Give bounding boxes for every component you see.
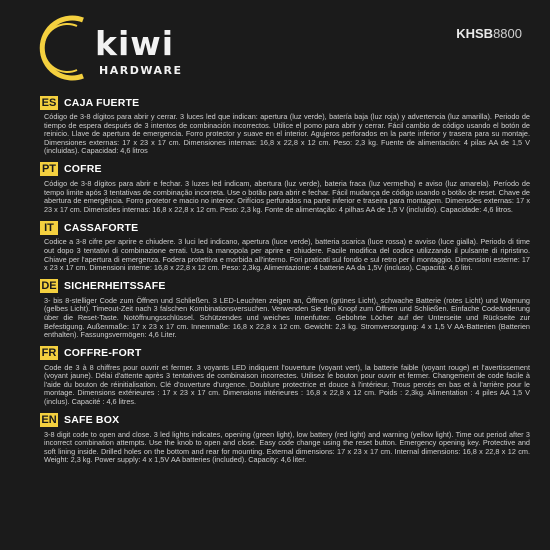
section-fr [41, 346, 530, 407]
section-title: CAJA FUERTE [64, 96, 140, 109]
language-sections [41, 95, 530, 471]
section-title: CASSAFORTE [64, 221, 139, 234]
section-header [41, 279, 530, 294]
section-title: COFRE [64, 163, 102, 176]
brand-subtitle: HARDWARE [99, 64, 183, 77]
language-badge: ES [41, 96, 57, 109]
language-badge: FR [41, 347, 57, 360]
section-body: Code de 3 à 8 chiffres pour ouvrir et fermer. 3 voyants LED indiquent l'ouverture (voyant vert), la batterie faible (voyant rouge) et l'avertissement (voyant jaune). Délai d'attente après 3 tentatives de combinaison incorrectes. Utilisez le bouton pour ouvrir et fermer. Changement de code facile à l'aide du bouton de réinitialisation. Clé d'ouverture d'urgence. Doublure protectrice et douce à l'intérieur. Trous percés en bas et à l'arrière pour le montage. Dimensions extérieures : 17 x 23 x 17 cm. Dimensions intérieures : 16,8 x 22,8 x 12 cm. Poids : 2,3kg. Alimentation : 4 piles AA 1,5 V (inclus). Capacité : 4,6 litres. [44, 362, 530, 407]
section-es [41, 95, 530, 156]
section-it [44, 220, 530, 272]
section-body: Código de 3-8 dígitos para abrir e fechar. 3 luzes led indicam, abertura (luz verde), bateria fraca (luz vermelha) e aviso (luz amarela). Período de tempo limite após 3 tentativas de combinação incorreta. Use o botão para abrir e fechar. Fácil mudança de código usando o botão de reset. Chave de abertura de emergência. Forro protetor e macio no interior. Orifícios perfurados na parte inferior e traseira para montagem. Dimensões externas: 17 x 23 x 17 cm. Dimensões internas: 16,8 x 22,8 x 12 cm. Peso: 2,3 kg. Fonte de alimentação: 4 pilhas AA de 1,5 V (incluído). Capacidade: 4,6 litros. [44, 178, 530, 214]
section-header [41, 346, 530, 361]
section-header [41, 162, 530, 177]
header [0, 0, 550, 90]
model-digits: 8800 [493, 26, 522, 41]
section-title: SICHERHEITSSAFE [64, 280, 166, 293]
section-header [44, 220, 530, 235]
section-title: COFFRE-FORT [64, 347, 142, 360]
section-header [41, 413, 530, 428]
section-body: 3-8 digit code to open and close. 3 led lights indicates, opening (green light), low battery (red light) and warning (yellow light). Time out period after 3 incorrect combination attempts. Use the knob to open and close. Easy code change using the reset button. Emergency opening key. Protective and soft lining inside. Drilled holes on the bottom and rear for mounting. External dimensions: 17 x 23 x 17 cm. Internal dimensions: 16,8 x 22,8 x 12 cm. Weight: 2,3 kg. Power supply: 4 x 1,5V AA batteries (included). Capacity: 4,6 liter. [44, 429, 530, 465]
brand-name: kiwi [95, 24, 175, 63]
section-body: Código de 3-8 dígitos para abrir y cerrar. 3 luces led que indican: apertura (luz verde), batería baja (luz roja) y advertencia (luz amarilla). Periodo de tiempo de espera después de 3 intentos de combinación incorrectos. Utilice el pomo para abrir y cerrar. Fácil cambio de código usando el botón de reinicio. Llave de apertura de emergencia. Forro protector y suave en el interior. Agujeros perforados en la parte inferior y trasera para su montaje. Dimensiones externas: 17 x 23 x 17 cm. Dimensiones internas: 16,8 x 22,8 x 12 cm. Peso: 2,3 kg. Fuente de alimentación: 4 pilas AA de 1,5 V (incluidas). Capacidad: 4,6 litros [44, 112, 530, 156]
language-badge: IT [40, 221, 58, 235]
section-title: SAFE BOX [64, 414, 120, 427]
language-badge: EN [41, 414, 57, 427]
section-body: Codice a 3-8 cifre per aprire e chiudere. 3 luci led indicano, apertura (luce verde), batteria scarica (luce rossa) e avviso (luce gialla). Periodo di time out dopo 3 tentativi di combinazione errati. Usa la manopola per aprire e chiudere. Facile modifica del codice utilizzando il pulsante di ripristino. Chiave per l'apertura di emergenza. Fodera protettiva e morbida all'interno. Fori praticati sul fondo e sul retro per il montaggio. Dimensioni esterne: 17 x 23 x 17 cm. Dimensioni interne: 16,8 x 22,8 x 12 cm. Peso: 2,3kg. Alimentazione: 4 batterie AA da 1,5V (incluso). Capacità: 4,6 litri. [44, 237, 530, 273]
section-en [41, 413, 530, 465]
language-badge: PT [41, 163, 57, 176]
section-body: 3- bis 8-stelliger Code zum Öffnen und Schließen. 3 LED-Leuchten zeigen an, Öffnen (grünes Licht), schwache Batterie (rotes Licht) und Warnung (gelbes Licht). Timeout-Zeit nach 3 falschen Kombinationsversuchen. Verwenden Sie den Knopf zum Öffnen und Schließen. Einfache Codeänderung über die Reset-Taste. Notöffnungsschlüssel. Schützendes und weiches Innenfutter. Gebohrte Löcher auf der Unterseite und Rückseite zur Befestigung. Außenmaße: 17 x 23 x 17 cm. Innenmaße: 16,8 x 22,8 x 12 cm. Gewicht: 2,3 kg. Stromversorgung: 4 x 1,5 V AA-Batterien (Batterien enthalten). Fassungsvermögen: 4,6 Liter. [44, 295, 530, 340]
language-badge: DE [41, 280, 57, 293]
section-de [41, 279, 530, 340]
section-header [41, 95, 530, 110]
model-number [456, 26, 522, 41]
model-prefix: KHSB [456, 26, 494, 41]
section-pt [41, 162, 530, 214]
brand-logo [33, 10, 183, 85]
